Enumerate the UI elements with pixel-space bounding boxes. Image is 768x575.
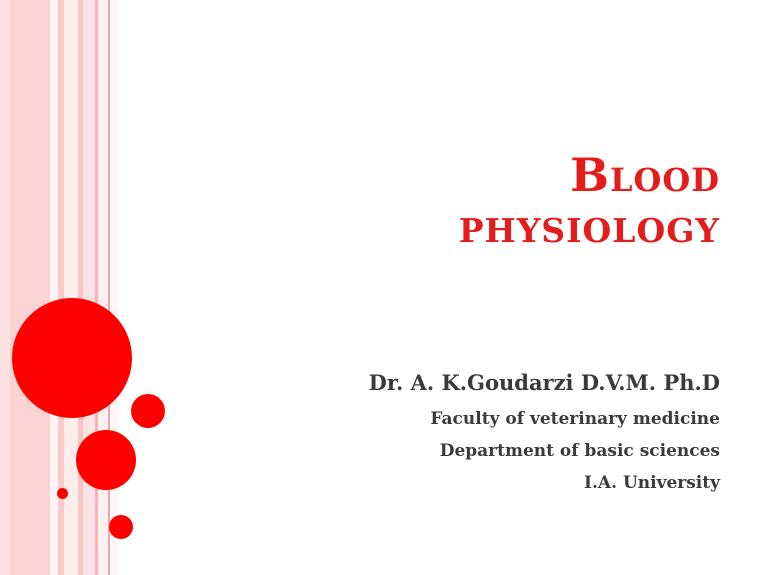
title-line-2: PHYSIOLOGY [458,211,720,250]
stripe [10,0,50,575]
author-block [369,370,720,505]
small-red-circle [109,515,133,539]
author-name: Dr. A. K.Goudarzi D.V.M. Ph.D [368,370,720,395]
stripe [0,0,10,575]
slide-title [458,148,720,250]
university: I.A. University [584,473,720,493]
stripe [83,0,95,575]
title-line-1: Blood [570,148,720,202]
department: Department of basic sciences [439,441,720,461]
tiny-red-circle [57,488,68,499]
faculty: Faculty of veterinary medicine [430,409,720,429]
large-red-circle [12,298,132,418]
red-circle [76,430,136,490]
stripe [50,0,58,575]
medium-red-circle [131,394,165,428]
